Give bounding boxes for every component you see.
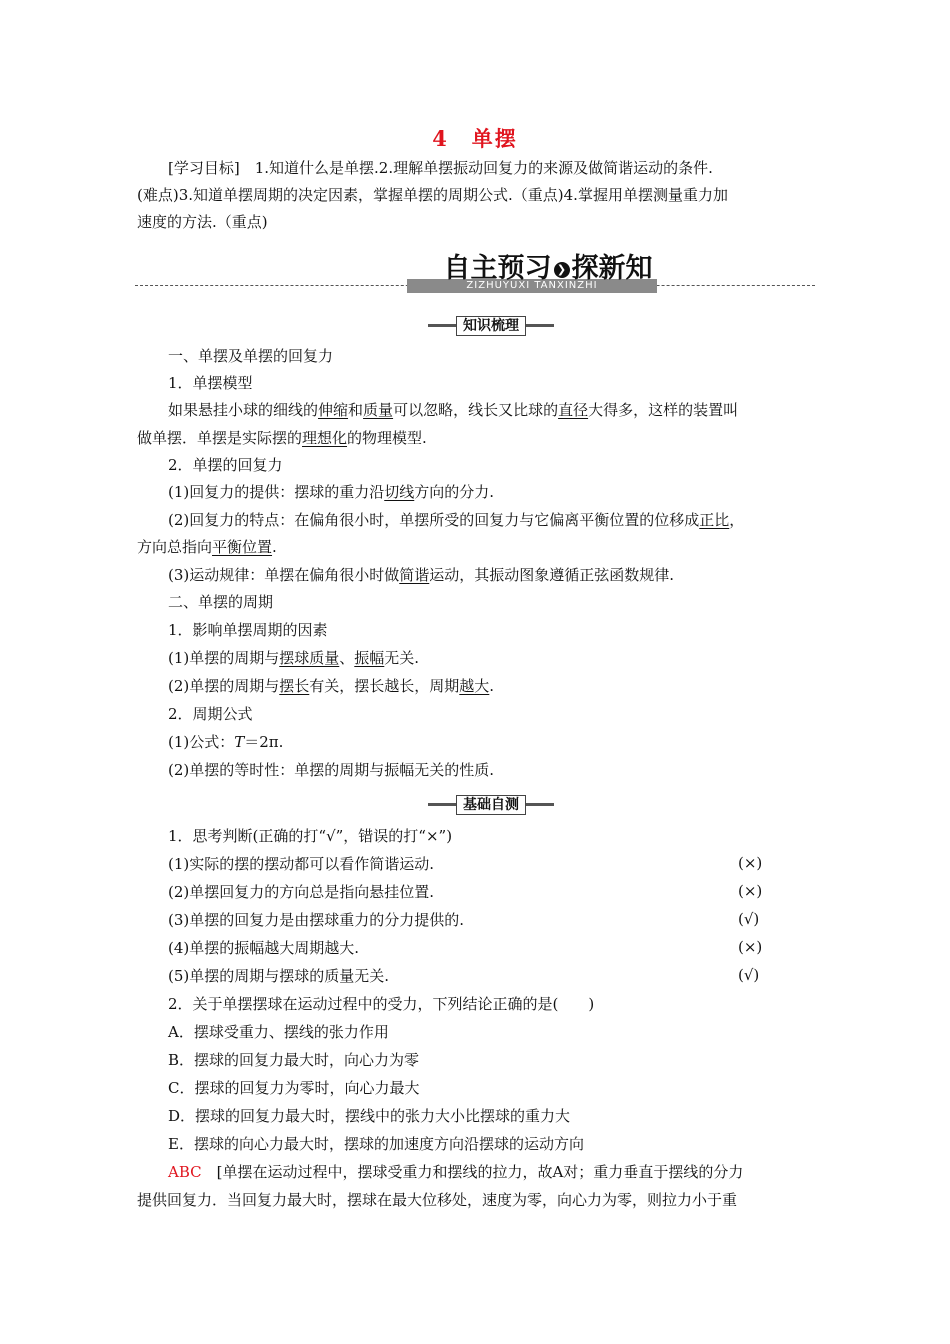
model-line-1: 如果悬挂小球的细线的伸缩和质量可以忽略，线长又比球的直径大得多，这样的装置叫 — [168, 401, 739, 419]
judgement-mark: (×) — [738, 854, 763, 872]
option-c: C．摆球的回复力为零时，向心力最大 — [168, 1079, 420, 1097]
factor-2: (2)单摆的周期与摆长有关，摆长越长，周期越大. — [168, 677, 495, 695]
heading-1-1: 1．单摆模型 — [168, 374, 253, 392]
option-b: B．摆球的回复力最大时，向心力为零 — [168, 1051, 420, 1069]
goals-line-1: [学习目标] 1.知道什么是单摆.2.理解单摆振动回复力的来源及做简谐运动的条件. — [168, 159, 713, 177]
judgement-mark: (×) — [738, 882, 763, 900]
banner-heading-left: 自主预习 — [443, 253, 552, 284]
banner-heading-right: 探新知 — [571, 253, 653, 284]
period-formula: (1)公式：T＝2π. — [168, 733, 284, 751]
heading-1-2: 2．单摆的回复力 — [168, 456, 283, 474]
option-d: D．摆球的回复力最大时，摆线中的张力大小比摆球的重力大 — [168, 1107, 571, 1125]
banner-heading — [423, 246, 673, 285]
isochronism: (2)单摆的等时性：单摆的周期与振幅无关的性质. — [168, 761, 495, 779]
judgement-item: (3)单摆的回复力是由摆球重力的分力提供的. — [168, 911, 465, 929]
factor-1: (1)单摆的周期与摆球质量、振幅无关. — [168, 649, 420, 667]
answer-explanation-line-2: 提供回复力．当回复力最大时，摆球在最大位移处，速度为零，向心力为零，则拉力小于重 — [137, 1191, 738, 1209]
answer-key: ABC — [168, 1163, 202, 1181]
banner-pinyin: ZIZHUYUXI TANXINZHI — [407, 279, 657, 293]
option-a: A．摆球受重力、摆线的张力作用 — [168, 1023, 389, 1041]
model-line-2: 做单摆．单摆是实际摆的理想化的物理模型. — [137, 429, 427, 447]
judgement-item: (4)单摆的振幅越大周期越大. — [168, 939, 360, 957]
restoring-force-2b: 方向总指向平衡位置. — [137, 538, 277, 556]
question-1: 1．思考判断(正确的打“√”，错误的打“×”) — [168, 827, 453, 845]
restoring-force-2: (2)回复力的特点：在偏角很小时，单摆所受的回复力与它偏离平衡位置的位移成正比， — [168, 511, 745, 529]
question-2: 2．关于单摆摆球在运动过程中的受力，下列结论正确的是( ) — [168, 995, 595, 1013]
heading-2-1: 1．影响单摆周期的因素 — [168, 621, 328, 639]
restoring-force-3: (3)运动规律：单摆在偏角很小时做简谐运动，其振动图象遵循正弦函数规律. — [168, 566, 675, 584]
page-title: 4 单摆 — [432, 126, 518, 151]
option-e: E．摆球的向心力最大时，摆球的加速度方向沿摆球的运动方向 — [168, 1135, 584, 1153]
answer-explanation-line-1: ABC [单摆在运动过程中，摆球受重力和摆线的拉力，故A对；重力垂直于摆线的分力 — [168, 1163, 744, 1181]
judgement-item: (2)单摆回复力的方向总是指向悬挂位置. — [168, 883, 435, 901]
goals-line-2: (难点)3.知道单摆周期的决定因素，掌握单摆的周期公式.（重点)4.掌握用单摆测量重力加 — [137, 186, 728, 204]
judgement-item: (5)单摆的周期与摆球的质量无关. — [168, 967, 390, 985]
chevron-right-icon: ❯ — [554, 262, 570, 278]
goals-line-3: 速度的方法.（重点) — [137, 213, 268, 231]
judgement-item: (1)实际的摆的摆动都可以看作简谐运动. — [168, 855, 435, 873]
heading-2-2: 2．周期公式 — [168, 705, 253, 723]
subsection-label-selftest: 基础自测 — [428, 794, 554, 814]
restoring-force-1: (1)回复力的提供：摆球的重力沿切线方向的分力. — [168, 483, 495, 501]
section-banner — [135, 246, 815, 296]
judgement-mark: (×) — [738, 938, 763, 956]
judgement-mark: (√) — [738, 966, 760, 984]
judgement-mark: (√) — [738, 910, 760, 928]
subsection-label-knowledge: 知识梳理 — [428, 315, 554, 335]
heading-1: 一、单摆及单摆的回复力 — [168, 347, 334, 365]
heading-2: 二、单摆的周期 — [168, 593, 274, 611]
